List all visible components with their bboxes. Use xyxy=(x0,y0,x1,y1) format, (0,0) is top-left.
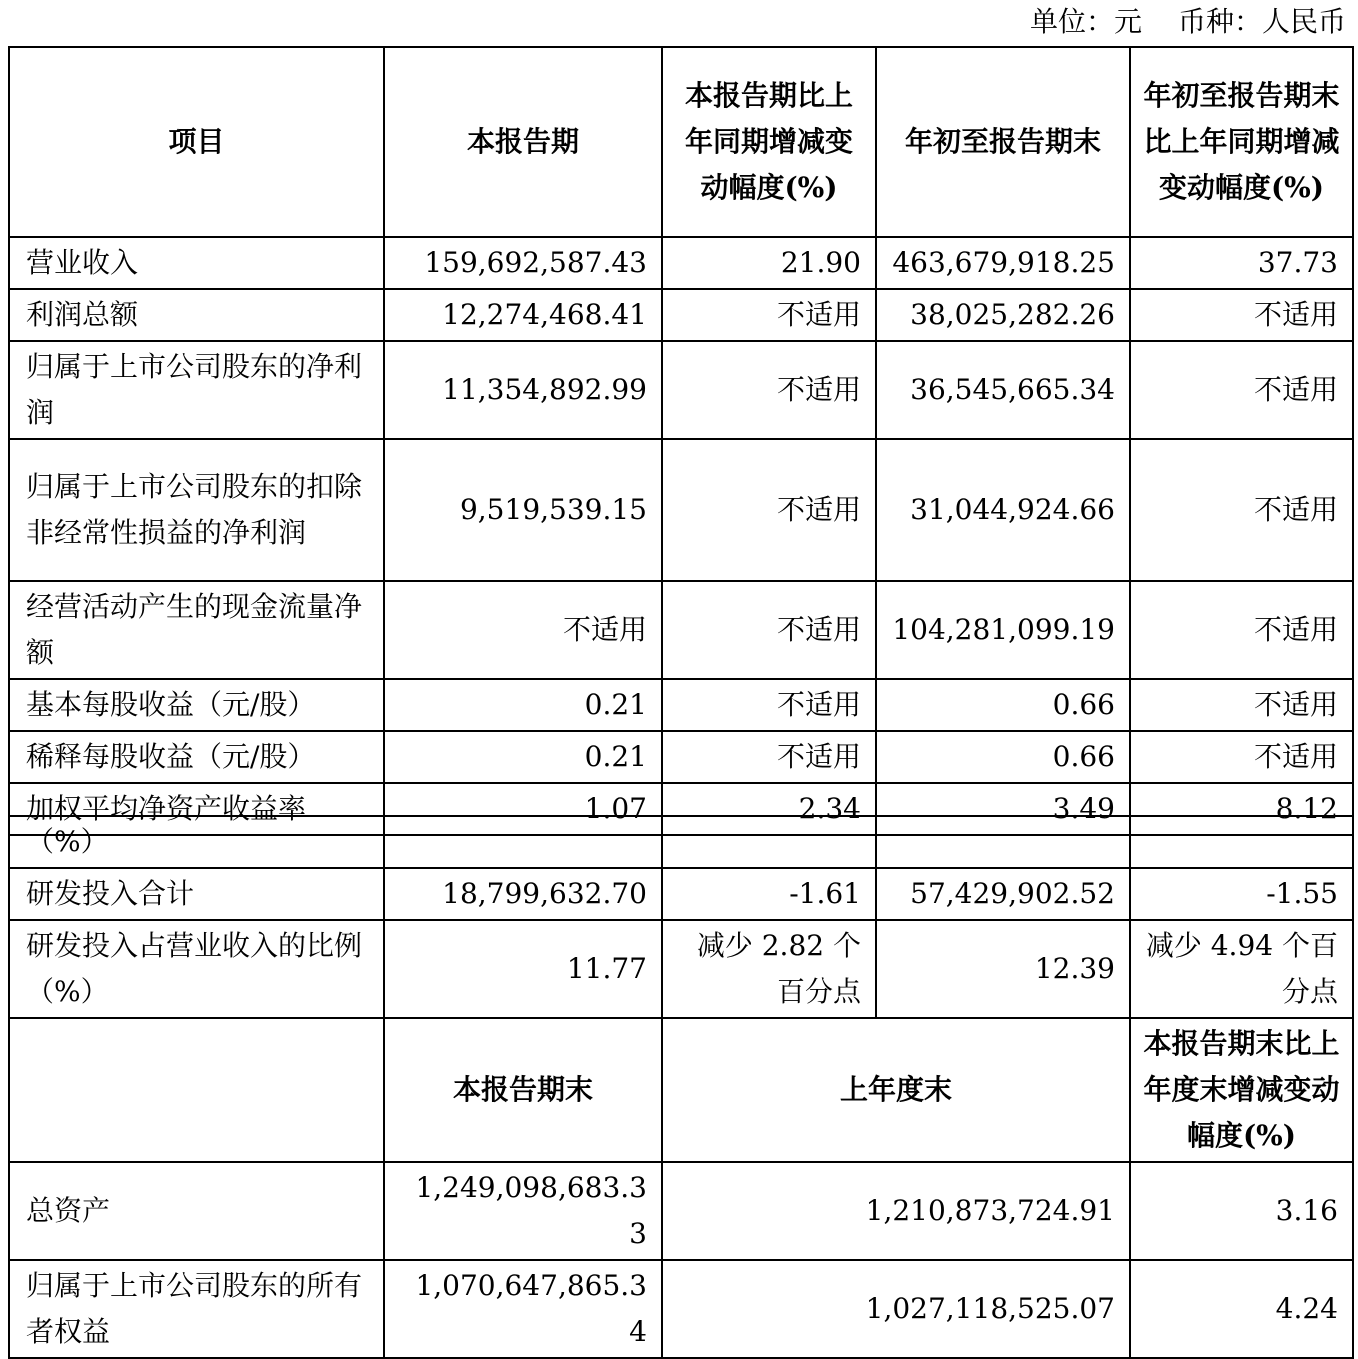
cell-ytd-change: -1.55 xyxy=(1130,868,1353,920)
row-label: 利润总额 xyxy=(9,289,384,341)
cell-ytd: 38,025,282.26 xyxy=(876,289,1130,341)
table-row xyxy=(9,237,1353,289)
cell-ytd-change: 不适用 xyxy=(1130,289,1353,341)
row-label: 归属于上市公司股东的净利润 xyxy=(9,341,384,439)
header-prior-year-end: 上年度末 xyxy=(662,1018,1130,1162)
cell-ytd: 36,545,665.34 xyxy=(876,341,1130,439)
cell-ytd: 0.66 xyxy=(876,731,1130,783)
unit-currency-line xyxy=(1030,2,1346,42)
cell-current: 0.21 xyxy=(384,679,662,731)
table-row xyxy=(9,581,1353,679)
header-balance-change: 本报告期末比上年度末增减变动幅度(%) xyxy=(1130,1018,1353,1162)
row-label: 加权平均净资产收益率 xyxy=(9,783,384,835)
cell-current: 1.07 xyxy=(384,783,662,835)
row-label: 经营活动产生的现金流量净额 xyxy=(9,581,384,679)
row-label: 归属于上市公司股东的所有者权益 xyxy=(9,1260,384,1358)
row-label: （%） xyxy=(9,816,384,868)
table-row xyxy=(9,1162,1353,1260)
cell-ytd: 12.39 xyxy=(876,920,1130,1018)
header-current-period: 本报告期 xyxy=(384,47,662,237)
cell-current-change xyxy=(662,816,876,868)
cell-current-change: 不适用 xyxy=(662,731,876,783)
row-label: 基本每股收益（元/股） xyxy=(9,679,384,731)
header-row xyxy=(9,47,1353,237)
row-label: 总资产 xyxy=(9,1162,384,1260)
cell-balance-change: 4.24 xyxy=(1130,1260,1353,1358)
cell-prior-year-end: 1,210,873,724.91 xyxy=(662,1162,1130,1260)
cell-current: 159,692,587.43 xyxy=(384,237,662,289)
cell-current: 18,799,632.70 xyxy=(384,868,662,920)
continued-financial-table xyxy=(8,815,1354,1359)
table-row xyxy=(9,816,1353,868)
table-row xyxy=(9,1260,1353,1358)
cell-prior-year-end: 1,027,118,525.07 xyxy=(662,1260,1130,1358)
currency-label: 币种：人民币 xyxy=(1177,5,1346,38)
cell-current-end: 1,249,098,683.33 xyxy=(384,1162,662,1260)
cell-current: 11,354,892.99 xyxy=(384,341,662,439)
cell-ytd-change: 37.73 xyxy=(1130,237,1353,289)
cell-current: 0.21 xyxy=(384,731,662,783)
cell-current: 不适用 xyxy=(384,581,662,679)
table-row xyxy=(9,439,1353,581)
row-label: 营业收入 xyxy=(9,237,384,289)
cell-current-change: 2.34 xyxy=(662,783,876,835)
header-ytd: 年初至报告期末 xyxy=(876,47,1130,237)
cell-current-change: 21.90 xyxy=(662,237,876,289)
cell-current-change: -1.61 xyxy=(662,868,876,920)
cell-current-change: 减少 2.82 个百分点 xyxy=(662,920,876,1018)
table-row xyxy=(9,679,1353,731)
row-label: 归属于上市公司股东的扣除非经常性损益的净利润 xyxy=(9,439,384,581)
cell-ytd xyxy=(876,816,1130,868)
cell-current-change: 不适用 xyxy=(662,581,876,679)
cell-ytd-change: 不适用 xyxy=(1130,581,1353,679)
cell-ytd-change xyxy=(1130,816,1353,868)
cell-current: 9,519,539.15 xyxy=(384,439,662,581)
cell-current-change: 不适用 xyxy=(662,439,876,581)
table-row xyxy=(9,868,1353,920)
cell-ytd-change: 不适用 xyxy=(1130,341,1353,439)
cell-ytd-change: 不适用 xyxy=(1130,679,1353,731)
balance-header-empty xyxy=(9,1018,384,1162)
balance-header-row xyxy=(9,1018,1353,1162)
cell-ytd-change: 减少 4.94 个百分点 xyxy=(1130,920,1353,1018)
cell-current-change: 不适用 xyxy=(662,679,876,731)
cell-balance-change: 3.16 xyxy=(1130,1162,1353,1260)
cell-current xyxy=(384,816,662,868)
cell-current: 11.77 xyxy=(384,920,662,1018)
cell-current-end: 1,070,647,865.34 xyxy=(384,1260,662,1358)
cell-current: 12,274,468.41 xyxy=(384,289,662,341)
cell-ytd-change: 不适用 xyxy=(1130,731,1353,783)
header-current-end: 本报告期末 xyxy=(384,1018,662,1162)
cell-ytd-change: 8.12 xyxy=(1130,783,1353,835)
table-row xyxy=(9,289,1353,341)
cell-current-change: 不适用 xyxy=(662,289,876,341)
unit-label: 单位：元 xyxy=(1029,5,1142,38)
cell-ytd-change: 不适用 xyxy=(1130,439,1353,581)
header-ytd-change: 年初至报告期末比上年同期增减变动幅度(%) xyxy=(1130,47,1353,237)
cell-ytd: 31,044,924.66 xyxy=(876,439,1130,581)
cell-ytd: 463,679,918.25 xyxy=(876,237,1130,289)
row-label: 研发投入合计 xyxy=(9,868,384,920)
cell-ytd: 104,281,099.19 xyxy=(876,581,1130,679)
cell-ytd: 0.66 xyxy=(876,679,1130,731)
header-item: 项目 xyxy=(9,47,384,237)
cell-ytd: 57,429,902.52 xyxy=(876,868,1130,920)
main-financial-table xyxy=(8,46,1354,836)
header-current-change: 本报告期比上年同期增减变动幅度(%) xyxy=(662,47,876,237)
table-row xyxy=(9,731,1353,783)
cell-ytd: 3.49 xyxy=(876,783,1130,835)
table-row xyxy=(9,920,1353,1018)
table-row xyxy=(9,341,1353,439)
row-label: 研发投入占营业收入的比例（%） xyxy=(9,920,384,1018)
row-label: 稀释每股收益（元/股） xyxy=(9,731,384,783)
cell-current-change: 不适用 xyxy=(662,341,876,439)
